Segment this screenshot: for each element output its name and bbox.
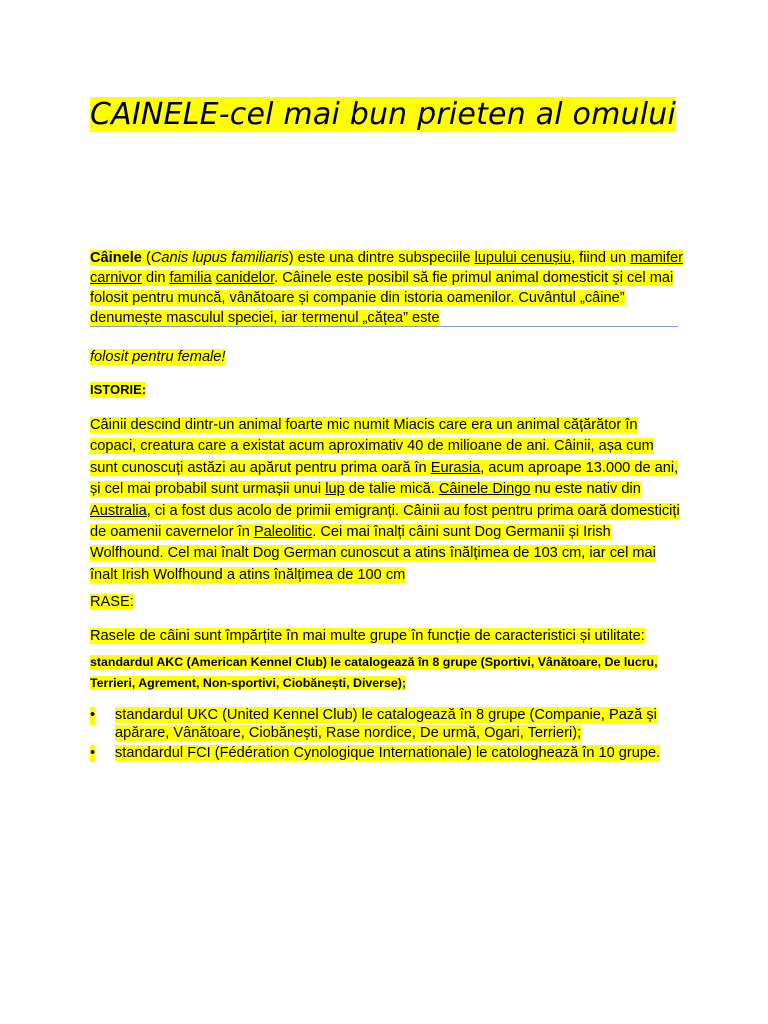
breeds-heading: RASE:: [90, 594, 134, 610]
history-text: , ci a fost dus acolo de primii emigranți. Câinii au fost pentru prima oară domesticiți de oamenii cavernelor în: [90, 502, 680, 541]
bullet-icon: •: [90, 744, 96, 761]
link-paleolitic[interactable]: Paleolitic: [253, 524, 313, 541]
list-item-text: standardul UKC (United Kennel Club) le catalogează în 8 grupe (Companie, Pază și apărare, Vânătoare, Ciobănești, Rase nordice, De urmă, Ogari, Terrieri);: [115, 707, 657, 741]
bullet-icon: •: [90, 707, 96, 723]
link-carnivor[interactable]: carnivor: [90, 270, 142, 286]
link-familia[interactable]: familia: [169, 270, 212, 286]
intro-text: din: [141, 270, 170, 286]
intro-text: ) este una dintre subspeciile: [288, 250, 475, 266]
history-text: nu este nativ din: [530, 481, 641, 498]
list-item: [90, 707, 690, 743]
intro-term: Câinele: [90, 250, 142, 266]
latin-name: Canis lupus familiaris: [150, 250, 289, 266]
breed-standards-list: [90, 707, 690, 764]
link-cainele-dingo[interactable]: Câinele Dingo: [438, 481, 531, 498]
divider-line: [90, 326, 678, 327]
intro-text: . Câinele este posibil să fie primul animal domesticit și cel mai folosit pentru muncă, vânătoare și companie din istoria oamenilor. Cuvântul „câine” denumește masculul speciei, iar termenul „cățea” este: [90, 270, 674, 326]
breeds-intro: Rasele de câini sunt împărțite în mai multe grupe în funcție de caracteristici și utilitate:: [90, 628, 645, 644]
akc-standard: standardul AKC (American Kennel Club) le catalogează în 8 grupe (Sportivi, Vânătoare, De lucru, Terrieri, Agrement, Non-sportivi, Ciobănești, Diverse);: [90, 655, 658, 690]
female-line: folosit pentru female!: [90, 349, 226, 365]
history-heading: ISTORIE:: [90, 382, 147, 397]
link-mamifer[interactable]: mamifer: [630, 250, 684, 266]
link-australia[interactable]: Australia: [90, 502, 147, 519]
list-item: [90, 745, 690, 763]
history-text: , acum aproape 13.000 de ani, și cel mai probabil sunt urmașii unui: [90, 459, 679, 498]
link-canidelor[interactable]: canidelor: [215, 270, 275, 286]
history-text: . Cei mai înalți câini sunt Dog Germanii și Irish Wolfhound. Cel mai înalt Dog German cunoscut a atins înălțimea de 103 cm, iar cel mai înalt Irish Wolfhound a atins înălțimea de 100 cm: [90, 524, 656, 583]
history-paragraph: [90, 415, 680, 586]
list-item-text: standardul FCI (Fédération Cynologique Internationale) le catologhează în 10 grupe.: [115, 744, 661, 761]
intro-text: , fiind un: [571, 250, 631, 266]
history-text: Câinii descind dintr-un animal foarte mic numit Miacis care era un animal cățărător în copaci, creatura care a existat acum aproximativ 40 de milioane de ani. Câinii, așa cum sunt cunoscuți astăzi au apărut pentru prima oară în: [90, 417, 654, 476]
link-lup[interactable]: lup: [325, 481, 345, 498]
link-eurasia[interactable]: Eurasia: [430, 459, 481, 476]
intro-paragraph: [90, 248, 690, 328]
history-text: de talie mică.: [344, 481, 439, 498]
link-lupului-cenusiu[interactable]: lupului cenușiu: [474, 250, 572, 266]
intro-text: (: [141, 250, 151, 266]
document-title: CAINELE-cel mai bun prieten al omului: [90, 97, 676, 132]
